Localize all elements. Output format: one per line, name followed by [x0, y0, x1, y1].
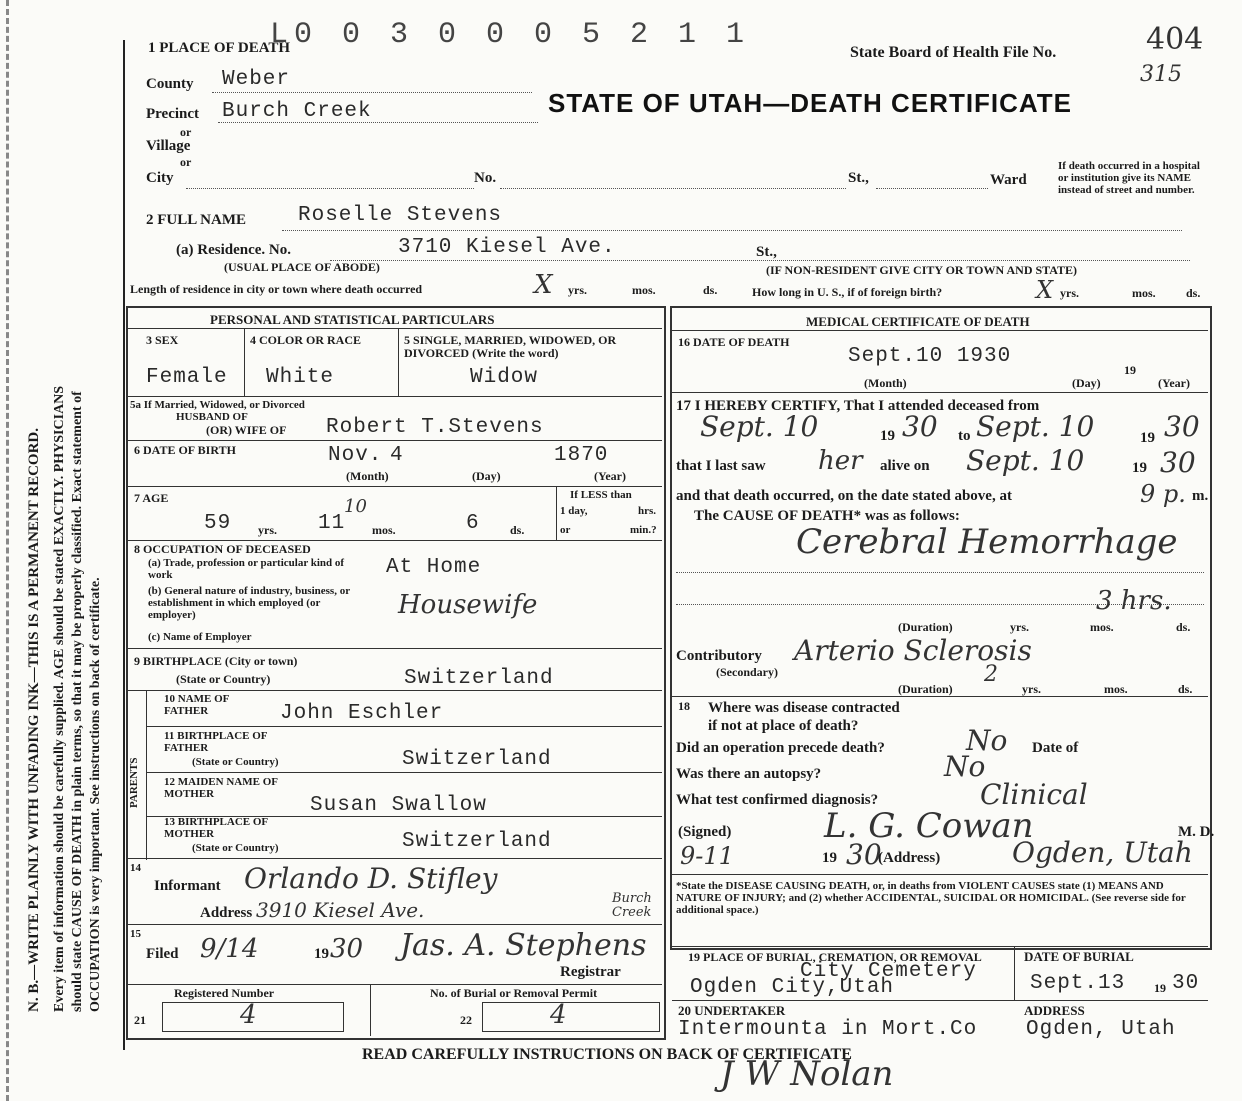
age-divider	[556, 486, 557, 540]
alive-on-label: alive on	[880, 458, 930, 474]
md-label: M. D.	[1178, 824, 1215, 840]
race-value: White	[266, 366, 335, 389]
mother-birthplace-value: Switzerland	[402, 830, 552, 853]
dod-year-prefix: 19	[1124, 363, 1136, 377]
margin-note-3: should state CAUSE OF DEATH in plain terms, so that it may be properly classified. Exact statement of	[70, 391, 85, 1012]
burial-permit-label: No. of Burial or Removal Permit	[430, 986, 598, 1000]
spouse-label-3: (OR) WIFE OF	[206, 423, 287, 437]
burial-permit-no: 22	[460, 1013, 472, 1027]
row-rule-7	[146, 726, 662, 727]
burial-date-prefix: 19	[1154, 981, 1166, 995]
burial-place-value-2: Ogden City,Utah	[690, 976, 895, 999]
contrib-duration-mos: mos.	[1104, 682, 1128, 696]
informant-address-note: Burch Creek	[612, 891, 652, 920]
parents-divider	[146, 690, 147, 860]
city-no-label: No.	[474, 170, 497, 186]
informant-no: 14	[130, 862, 141, 874]
contributory-value: Arterio Sclerosis	[794, 634, 1032, 667]
attended-from: Sept. 10	[700, 410, 819, 443]
occupation-b-label: (b) General nature of industry, business, or establishment in which employed (or employer)	[148, 585, 350, 621]
abode-note: (USUAL PLACE OF ABODE)	[224, 260, 380, 274]
filed-year-prefix: 19	[314, 946, 329, 962]
attended-to: Sept. 10	[976, 410, 1095, 443]
informant-label: Informant	[154, 878, 221, 894]
cause-duration-value: 3 hrs.	[1096, 586, 1172, 616]
age-months-note: 10	[344, 496, 367, 517]
margin-note-4: OCCUPATION is very important. See instructions on back of certificate.	[88, 577, 103, 1012]
row-rule-5	[128, 648, 662, 649]
residence-st-label: St.,	[756, 244, 777, 260]
residence-value: 3710 Kiesel Ave.	[398, 236, 616, 259]
test-value: Clinical	[980, 778, 1088, 811]
less-day-label: 1 day,	[560, 505, 588, 517]
mother-value: Susan Swallow	[310, 794, 487, 817]
burial-date-year: 30	[1172, 972, 1200, 995]
signed-address-value: Ogden, Utah	[1012, 836, 1193, 869]
age-months: 11	[318, 512, 346, 535]
signed-date: 9-11	[680, 842, 734, 870]
father-birthplace-value: Switzerland	[402, 748, 552, 771]
informant-value: Orlando D. Stifley	[244, 862, 498, 895]
contrib-duration-value: 2	[984, 662, 998, 687]
sex-label: 3 SEX	[146, 333, 179, 347]
cause-duration-label: (Duration)	[898, 620, 953, 634]
birthplace-value: Switzerland	[404, 667, 554, 690]
city-line	[186, 188, 474, 189]
length-mos: mos.	[632, 283, 656, 297]
row-rule-6	[128, 690, 662, 691]
row-rule-12	[128, 984, 662, 985]
mother-birth-label: 13 BIRTHPLACE OF MOTHER	[164, 816, 268, 840]
frame-left	[123, 40, 125, 1050]
row-rule-4	[128, 540, 662, 541]
last-saw-label: that I last saw	[676, 458, 766, 474]
or-1: or	[180, 125, 192, 139]
cause-duration-yrs: yrs.	[1010, 620, 1029, 634]
residence-label: (a) Residence. No.	[176, 242, 291, 258]
sex-divider	[244, 328, 245, 396]
signed-label: (Signed)	[678, 824, 732, 840]
spouse-label-2: HUSBAND OF	[176, 411, 248, 423]
contributory-label: Contributory	[676, 648, 762, 664]
contracted-label: Where was disease contracted	[708, 700, 900, 716]
attended-to-year: 30	[1164, 410, 1200, 443]
spouse-value: Robert T.Stevens	[326, 416, 544, 439]
sex-value: Female	[146, 366, 228, 389]
operation-label: Did an operation precede death?	[676, 740, 885, 756]
reg-number-label: Registered Number	[174, 986, 275, 1000]
county-label: County	[146, 76, 194, 92]
age-days: 6	[466, 512, 480, 535]
or-2: or	[180, 155, 192, 169]
serial-number: L0 0 3 0 0 0 5 2 1 1	[270, 18, 751, 52]
autopsy-label: Was there an autopsy?	[676, 766, 822, 782]
filed-label: Filed	[146, 946, 179, 962]
operation-value: No	[966, 724, 1008, 757]
medical-footnote: *State the DISEASE CAUSING DEATH, or, in deaths from VIOLENT CAUSES state (1) MEANS AND NATURE OF INJURY; and (2) whether ACCIDENTAL, SUICIDAL OR HOMICIDAL. (See reverse side for additional space.)	[676, 880, 1186, 916]
age-ds-label: ds.	[510, 523, 525, 537]
secondary-label: (Secondary)	[716, 665, 778, 679]
file-no: 404	[1146, 22, 1204, 57]
reg-number-divider	[370, 984, 371, 1036]
burial-place-value: City Cemetery	[800, 960, 977, 983]
filed-date: 9/14	[200, 934, 259, 964]
occupation-label: 8 OCCUPATION OF DECEASED	[134, 542, 311, 556]
dob-year: 1870	[554, 444, 609, 467]
dob-label: 6 DATE OF BIRTH	[134, 443, 236, 457]
less-than-label: If LESS than	[570, 489, 632, 501]
row-rule-11	[128, 924, 662, 925]
burial-place-label: 19 PLACE OF BURIAL, CREMATION, OR REMOVAL	[688, 950, 982, 964]
dob-month-cap: (Month)	[346, 469, 389, 483]
burial-divider	[1014, 946, 1015, 1000]
last-saw-prefix: 19	[1132, 460, 1147, 476]
filed-year: 30	[330, 934, 364, 964]
less-min-label: min.?	[630, 524, 657, 536]
dod-month-cap: (Month)	[864, 376, 907, 390]
length-yrs: yrs.	[568, 283, 587, 297]
file-no-secondary: 315	[1140, 62, 1182, 87]
certificate-title: STATE OF UTAH—DEATH CERTIFICATE	[548, 88, 1072, 118]
dod-value: Sept.10 1930	[848, 345, 1012, 368]
test-label: What test confirmed diagnosis?	[676, 792, 879, 808]
contrib-duration-yrs: yrs.	[1022, 682, 1041, 696]
date-of-label: Date of	[1032, 740, 1079, 756]
attended-from-year: 30	[902, 410, 938, 443]
undertaker-value: Intermounta in Mort.Co	[678, 1018, 978, 1041]
certify-label: 17 I HEREBY CERTIFY, That I attended deceased from	[676, 398, 1040, 414]
dob-day: 4	[390, 444, 404, 467]
registrar-label: Registrar	[560, 964, 621, 980]
reg-number-no: 21	[134, 1013, 146, 1027]
dod-day-cap: (Day)	[1072, 376, 1101, 390]
cause-duration-mos: mos.	[1090, 620, 1114, 634]
occupation-value: At Home	[386, 556, 482, 579]
medical-rule-1	[672, 392, 1208, 393]
burial-rule-top	[672, 946, 1208, 947]
dob-month: Nov.	[328, 444, 383, 467]
signed-year: 30	[846, 838, 882, 871]
torn-edge	[6, 0, 9, 1101]
us-residence-label: How long in U. S., if of foreign birth?	[752, 285, 943, 299]
city-st-line	[876, 188, 988, 189]
length-residence-label: Length of residence in city or town where death occurred	[130, 282, 423, 296]
burial-permit-value: 4	[550, 1000, 567, 1030]
personal-heading: PERSONAL AND STATISTICAL PARTICULARS	[210, 312, 495, 327]
mother-label: 12 MAIDEN NAME OF MOTHER	[164, 776, 278, 800]
age-label: 7 AGE	[134, 491, 169, 505]
precinct-value: Burch Creek	[222, 100, 372, 123]
attended-from-prefix: 19	[880, 428, 895, 444]
undertaker-address: Ogden, Utah	[1026, 1018, 1176, 1041]
medical-heading: MEDICAL CERTIFICATE OF DEATH	[806, 314, 1030, 329]
row-rule-3	[128, 486, 662, 487]
nonresident-note: (IF NON-RESIDENT GIVE CITY OR TOWN AND STATE)	[766, 263, 1078, 277]
us-residence-mark: X	[1036, 276, 1054, 304]
filed-no: 15	[130, 928, 141, 940]
cause-value: Cerebral Hemorrhage	[796, 522, 1178, 562]
age-mos-label: mos.	[372, 523, 396, 537]
village-label: Village	[146, 138, 191, 154]
full-name-line	[282, 230, 1182, 231]
row-rule-8	[146, 772, 662, 773]
last-saw-pronoun: her	[818, 446, 863, 476]
spouse-label-1: 5a If Married, Widowed, or Divorced	[130, 399, 305, 411]
age-yrs-label: yrs.	[258, 523, 277, 537]
signed-year-prefix: 19	[822, 850, 837, 866]
cause-line-1	[676, 572, 1204, 573]
age-years: 59	[204, 512, 232, 535]
informant-address-value: 3910 Kiesel Ave.	[256, 898, 425, 922]
birthplace-state-label: (State or Country)	[176, 672, 271, 686]
marital-label: 5 SINGLE, MARRIED, WIDOWED, OR DIVORCED (Write the word)	[404, 333, 617, 360]
length-residence-mark: X	[534, 270, 553, 300]
precinct-line	[218, 122, 538, 123]
father-label: 10 NAME OF FATHER	[164, 693, 229, 717]
us-ds: ds.	[1186, 286, 1201, 300]
autopsy-value: No	[944, 750, 986, 783]
dob-day-cap: (Day)	[472, 469, 501, 483]
parents-label: PARENTS	[128, 757, 140, 808]
less-or-label: or	[560, 524, 571, 536]
race-label: 4 COLOR OR RACE	[250, 333, 362, 347]
father-value: John Eschler	[280, 702, 444, 725]
file-no-label: State Board of Health File No.	[850, 44, 1057, 61]
dob-year-cap: (Year)	[594, 469, 626, 483]
medical-rule-3	[672, 874, 1208, 875]
instructions-footer: READ CAREFULLY INSTRUCTIONS ON BACK OF CERTIFICATE	[362, 1046, 852, 1063]
precinct-label: Precinct	[146, 106, 200, 122]
margin-note-2: Every item of information should be carefully supplied. AGE should be stated EXACTLY. PHYSICIANS	[52, 385, 67, 1012]
us-mos: mos.	[1132, 286, 1156, 300]
informant-address-label: Address	[200, 905, 253, 921]
signed-address-label: (Address)	[878, 850, 941, 866]
registrar-signature: Jas. A. Stephens	[400, 928, 647, 963]
burial-date-label: DATE OF BURIAL	[1024, 949, 1134, 964]
burial-permit-box	[482, 1002, 660, 1032]
last-saw-year: 30	[1160, 446, 1196, 479]
contrib-duration-ds: ds.	[1178, 682, 1193, 696]
personal-heading-rule	[128, 328, 662, 329]
row-rule-2	[128, 440, 662, 441]
burial-date: Sept.13	[1030, 972, 1126, 995]
place-of-death-label: 1 PLACE OF DEATH	[148, 40, 291, 56]
reg-number-value: 4	[240, 1000, 257, 1030]
industry-value: Housewife	[398, 590, 538, 620]
burial-rule-mid	[672, 1000, 1208, 1001]
death-time: 9 p.	[1140, 480, 1186, 508]
dod-label: 16 DATE OF DEATH	[678, 335, 790, 349]
county-line	[212, 92, 532, 93]
occupation-a-label: (a) Trade, profession or particular kind of work	[148, 557, 345, 581]
row-rule-10	[128, 858, 662, 859]
county-value: Weber	[222, 68, 291, 91]
undertaker-label: 20 UNDERTAKER	[678, 1003, 786, 1018]
hospital-note: If death occurred in a hospital or institution give its NAME instead of street and number.	[1058, 160, 1200, 196]
attended-to-prefix: 19	[1140, 430, 1155, 446]
row-rule-1	[128, 396, 662, 397]
mother-birth-state: (State or Country)	[192, 842, 279, 854]
last-saw-date: Sept. 10	[966, 444, 1085, 477]
residence-line	[330, 260, 1190, 261]
employer-label: (c) Name of Employer	[148, 631, 252, 643]
margin-note-1: N. B.—WRITE PLAINLY WITH UNFADING INK—THIS IS A PERMANENT RECORD.	[26, 428, 42, 1012]
city-label: City	[146, 170, 174, 186]
cause-label: The CAUSE OF DEATH* was as follows:	[694, 508, 960, 524]
length-ds: ds.	[703, 283, 718, 297]
undertaker-address-label: ADDRESS	[1024, 1003, 1085, 1018]
father-birth-state: (State or Country)	[192, 756, 279, 768]
death-m-label: m.	[1192, 488, 1209, 504]
contrib-duration-label: (Duration)	[898, 682, 953, 696]
dod-year-cap: (Year)	[1158, 376, 1190, 390]
city-no-line	[500, 188, 846, 189]
race-divider	[398, 328, 399, 396]
medical-rule-2	[672, 696, 1208, 697]
birthplace-label: 9 BIRTHPLACE (City or town)	[134, 654, 298, 668]
footer-signature: J W Nolan	[720, 1054, 894, 1094]
contracted-label-2: if not at place of death?	[708, 718, 859, 734]
city-st-label: St.,	[848, 170, 869, 186]
death-occurred-label: and that death occurred, on the date stated above, at	[676, 488, 1012, 504]
physician-signature: L. G. Cowan	[824, 806, 1034, 846]
to-label: to	[958, 428, 971, 444]
father-birth-label: 11 BIRTHPLACE OF FATHER	[164, 730, 268, 754]
marital-value: Widow	[470, 366, 539, 389]
less-hrs-label: hrs.	[638, 505, 657, 517]
us-yrs: yrs.	[1060, 286, 1079, 300]
ward-label: Ward	[990, 172, 1027, 188]
q18-label: 18	[678, 699, 690, 713]
cause-duration-ds: ds.	[1176, 620, 1191, 634]
medical-heading-rule	[672, 330, 1208, 331]
full-name-value: Roselle Stevens	[298, 204, 503, 227]
full-name-label: 2 FULL NAME	[146, 212, 247, 228]
